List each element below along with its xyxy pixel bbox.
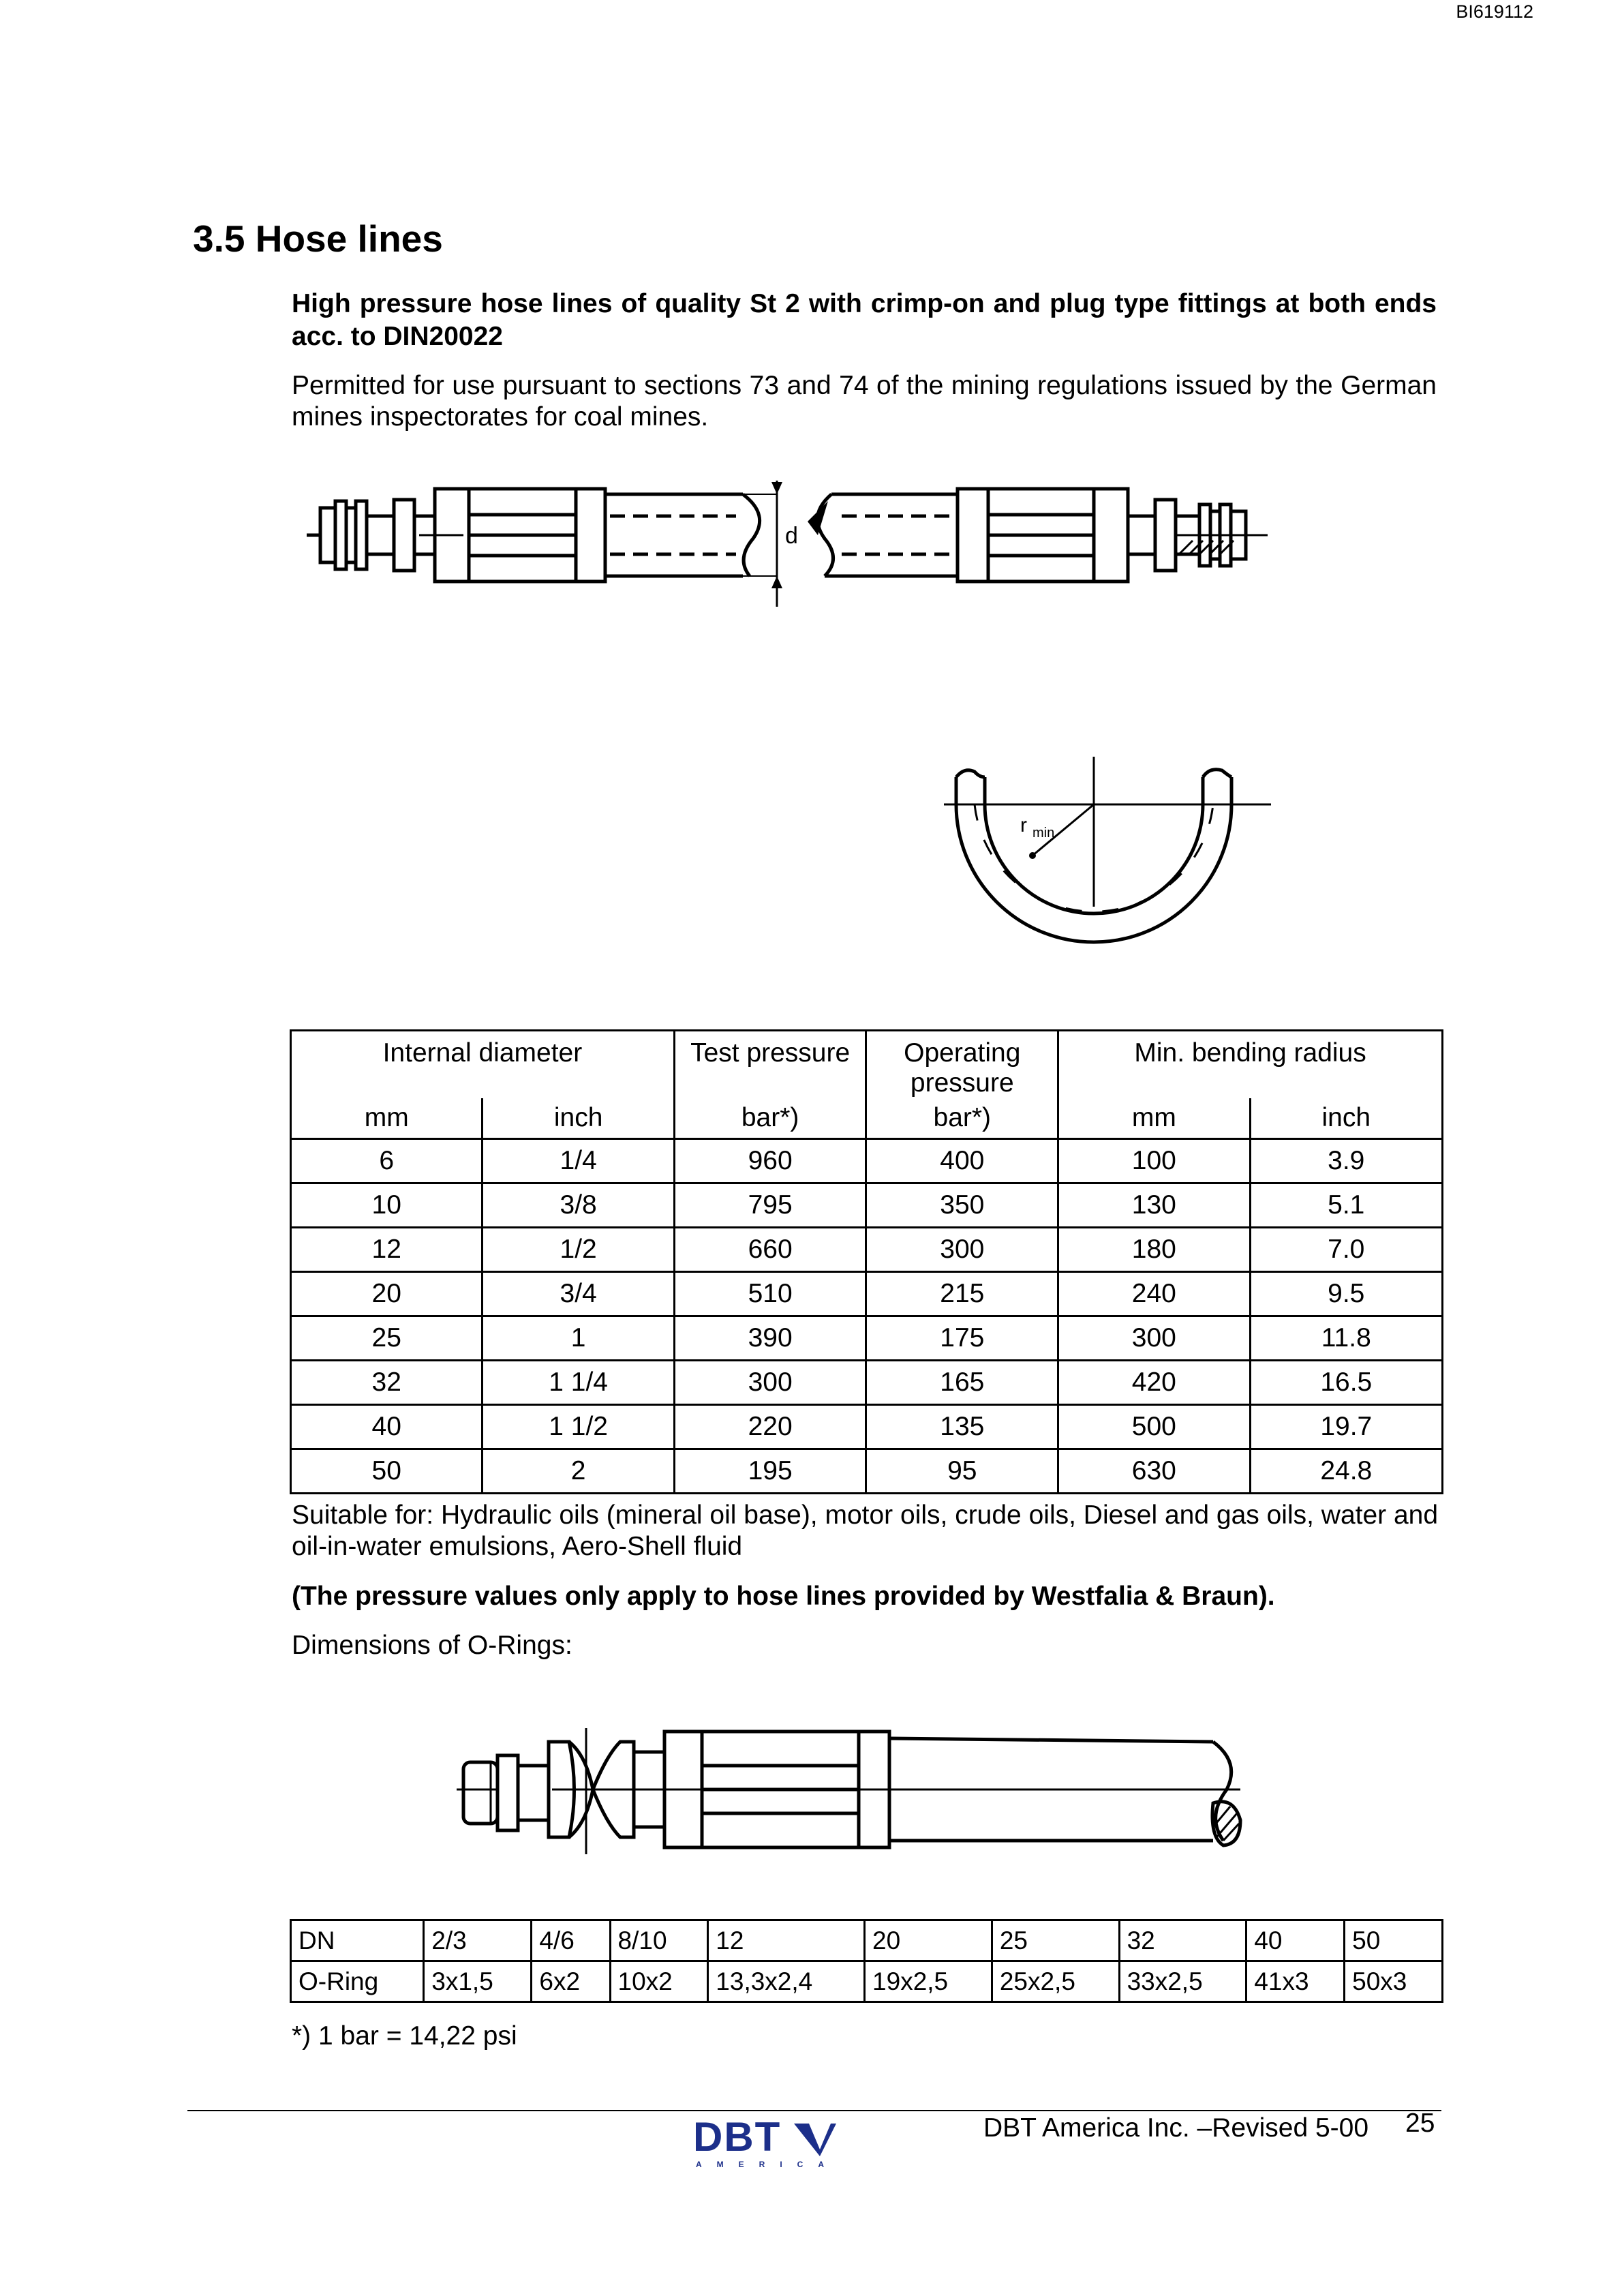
table-cell: 40 (1246, 1920, 1345, 1961)
oring-fitting-drawing (450, 1701, 1254, 1885)
page-number: 25 (1405, 2109, 1435, 2138)
oring-dimensions-heading: Dimensions of O-Rings: (292, 1631, 572, 1660)
table-cell: 10 (291, 1183, 483, 1228)
table-cell: 1 1/4 (483, 1361, 674, 1405)
table-row (291, 1183, 1443, 1228)
table-cell: 32 (1119, 1920, 1246, 1961)
footer-divider (187, 2110, 1441, 2111)
table-cell: 25 (291, 1316, 483, 1361)
table-cell: 40 (291, 1405, 483, 1449)
table-cell: 6 (291, 1139, 483, 1183)
table-cell: 130 (1058, 1183, 1250, 1228)
hose-diameter-label: d (785, 523, 798, 549)
table-cell: 1 (483, 1316, 674, 1361)
table-cell: 175 (866, 1316, 1058, 1361)
table-cell: 8/10 (610, 1920, 708, 1961)
oring-table (290, 1919, 1443, 2003)
table-cell: DN (291, 1920, 424, 1961)
dbt-logo (692, 2115, 842, 2170)
table-cell: 510 (674, 1272, 866, 1316)
table-cell: 20 (291, 1272, 483, 1316)
table-cell: 41x3 (1246, 1961, 1345, 2002)
table-cell: 25 (992, 1920, 1119, 1961)
table-cell: 630 (1058, 1449, 1250, 1494)
table-cell: 1 1/2 (483, 1405, 674, 1449)
bend-radius-subscript: min (1032, 826, 1055, 841)
table-cell: 2 (483, 1449, 674, 1494)
table-cell: 12 (708, 1920, 865, 1961)
unit-cell: inch (1250, 1098, 1442, 1139)
table-cell: 10x2 (610, 1961, 708, 2002)
table-cell: 195 (674, 1449, 866, 1494)
table-cell: 350 (866, 1183, 1058, 1228)
table-cell: 3x1,5 (424, 1961, 532, 2002)
pressure-values-note: (The pressure values only apply to hose lines provided by Westfalia & Braun). (292, 1582, 1275, 1611)
table-cell: 11.8 (1250, 1316, 1442, 1361)
header-internal-diameter: Internal diameter (291, 1031, 675, 1099)
conversion-footnote: *) 1 bar = 14,22 psi (292, 2021, 517, 2051)
table-cell: 50x3 (1345, 1961, 1443, 2002)
table-cell: 12 (291, 1228, 483, 1272)
table-cell: 3.9 (1250, 1139, 1442, 1183)
table-unit-row (291, 1098, 1443, 1139)
table-row (291, 1316, 1443, 1361)
table-cell: 33x2,5 (1119, 1961, 1246, 2002)
table-cell: 960 (674, 1139, 866, 1183)
table-cell: 300 (674, 1361, 866, 1405)
unit-cell: inch (483, 1098, 674, 1139)
table-cell: 13,3x2,4 (708, 1961, 865, 2002)
permit-paragraph: Permitted for use pursuant to sections 73 and 74 of the mining regulations issued by the German mines inspectorates for coal mines. (292, 371, 1437, 432)
header-test-pressure: Test pressure (674, 1031, 866, 1099)
table-cell: 25x2,5 (992, 1961, 1119, 2002)
table-cell: 19.7 (1250, 1405, 1442, 1449)
table-row (291, 1228, 1443, 1272)
section-lead: High pressure hose lines of quality St 2 with crimp-on and plug type fittings at both ends acc. to DIN20022 (292, 289, 1437, 351)
table-cell: 19x2,5 (865, 1961, 992, 2002)
table-row (291, 1139, 1443, 1183)
footer-company-revision: DBT America Inc. –Revised 5-00 (983, 2113, 1369, 2143)
table-cell: 1/4 (483, 1139, 674, 1183)
table-cell: 7.0 (1250, 1228, 1442, 1272)
table-cell: 5.1 (1250, 1183, 1442, 1228)
suitable-fluids-note: Suitable for: Hydraulic oils (mineral oil base), motor oils, crude oils, Diesel and gas oils, water and oil-in-water emulsions, Aero-Shell fluid (292, 1500, 1439, 1561)
table-cell: 4/6 (532, 1920, 610, 1961)
hose-spec-table (290, 1029, 1443, 1494)
logo-subtext: AMERICA (696, 2160, 839, 2169)
unit-cell: mm (291, 1098, 483, 1139)
document-id: BI619112 (1456, 1, 1533, 22)
table-cell: 2/3 (424, 1920, 532, 1961)
table-row (291, 1272, 1443, 1316)
section-title: 3.5 Hose lines (193, 217, 443, 260)
table-cell: 240 (1058, 1272, 1250, 1316)
table-cell: 135 (866, 1405, 1058, 1449)
table-cell: O-Ring (291, 1961, 424, 2002)
table-cell: 100 (1058, 1139, 1250, 1183)
table-cell: 180 (1058, 1228, 1250, 1272)
table-row (291, 1361, 1443, 1405)
unit-cell: bar*) (674, 1098, 866, 1139)
table-cell: 400 (866, 1139, 1058, 1183)
logo-text: DBT (693, 2115, 782, 2160)
table-cell: 95 (866, 1449, 1058, 1494)
header-operating-pressure: Operating pressure (866, 1031, 1058, 1099)
unit-cell: bar*) (866, 1098, 1058, 1139)
table-row (291, 1405, 1443, 1449)
table-cell: 220 (674, 1405, 866, 1449)
table-cell: 16.5 (1250, 1361, 1442, 1405)
table-cell: 3/4 (483, 1272, 674, 1316)
bend-radius-label: r (1020, 814, 1027, 836)
table-cell: 215 (866, 1272, 1058, 1316)
table-cell: 6x2 (532, 1961, 610, 2002)
unit-cell: mm (1058, 1098, 1250, 1139)
table-cell: 420 (1058, 1361, 1250, 1405)
table-cell: 3/8 (483, 1183, 674, 1228)
table-cell: 50 (1345, 1920, 1443, 1961)
table-row (291, 1920, 1443, 1961)
table-cell: 300 (1058, 1316, 1250, 1361)
table-cell: 9.5 (1250, 1272, 1442, 1316)
table-cell: 300 (866, 1228, 1058, 1272)
table-row (291, 1961, 1443, 2002)
table-header-row (291, 1031, 1443, 1099)
table-cell: 1/2 (483, 1228, 674, 1272)
header-bending-radius: Min. bending radius (1058, 1031, 1443, 1099)
table-cell: 50 (291, 1449, 483, 1494)
table-cell: 165 (866, 1361, 1058, 1405)
hose-fitting-drawing (300, 474, 1281, 620)
table-cell: 500 (1058, 1405, 1250, 1449)
table-cell: 660 (674, 1228, 866, 1272)
table-cell: 24.8 (1250, 1449, 1442, 1494)
table-cell: 795 (674, 1183, 866, 1228)
table-cell: 20 (865, 1920, 992, 1961)
bending-radius-drawing (937, 750, 1278, 954)
table-row (291, 1449, 1443, 1494)
table-cell: 390 (674, 1316, 866, 1361)
table-cell: 32 (291, 1361, 483, 1405)
